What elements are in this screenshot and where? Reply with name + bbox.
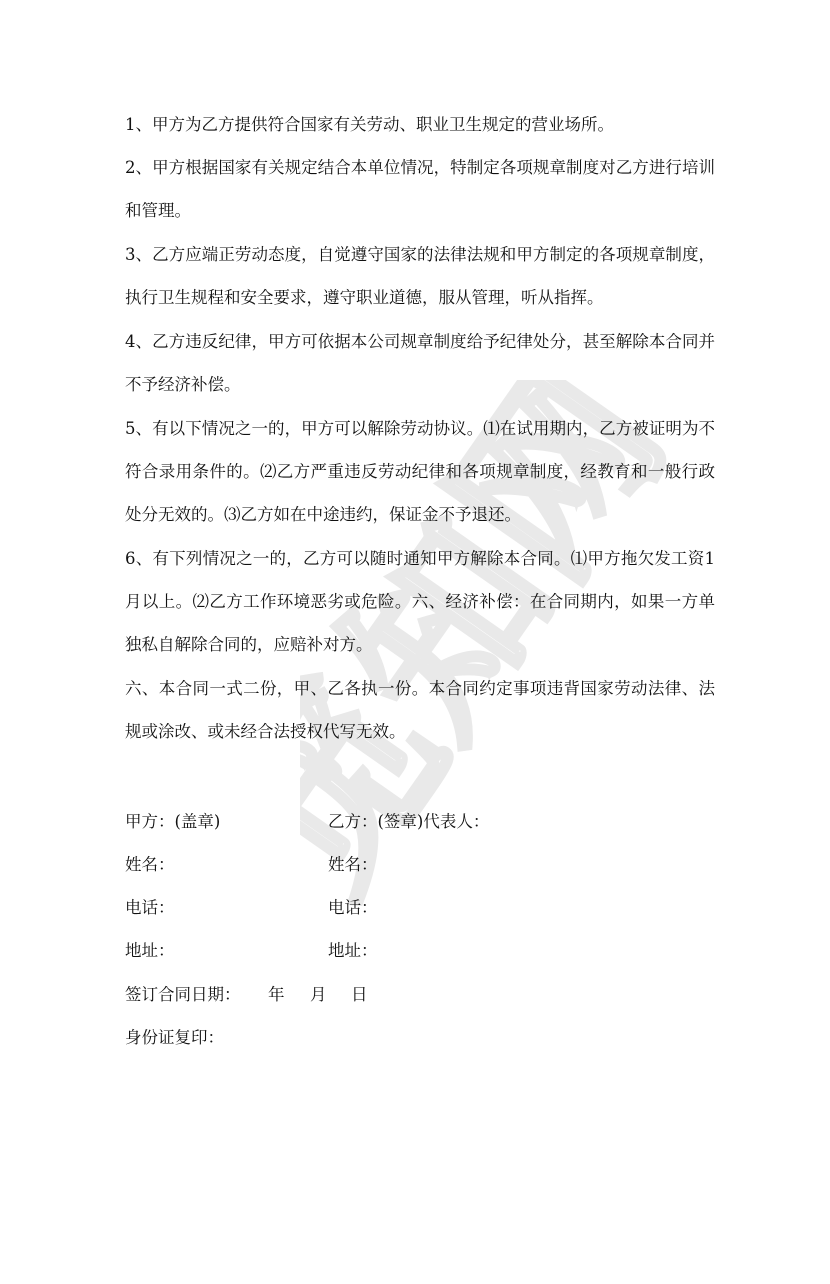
watermark-text: 觅知网 [300,380,704,926]
party-b-address-label: 地址： [328,941,378,960]
party-b-name-label: 姓名： [328,855,378,874]
party-a-phone-label: 电话： [125,898,175,917]
party-a-seal: 甲方：(盖章) [125,812,221,831]
sign-date-day: 日 [351,985,368,1004]
clause-7: 六、本合同一式二份，甲、乙各执一份。本合同约定事项违背国家劳动法律、法规或涂改、或未经合法授权代写无效。 [125,679,715,741]
party-b-phone-label: 电话： [328,898,378,917]
id-copy-label: 身份证复印： [125,1028,224,1047]
clause-6: 6、有下列情况之一的，乙方可以随时通知甲方解除本合同。⑴甲方拖欠发工资1月以上。⑵乙方工作环境恶劣或危险。六、经济补偿：在合同期内，如果一方单独私自解除合同的，应赔补对方。 [125,549,715,654]
clause-2: 2、甲方根据国家有关规定结合本单位情况，特制定各项规章制度对乙方进行培训和管理。 [125,158,715,220]
sign-date-month: 月 [310,985,327,1004]
party-b-seal: 乙方：(签章)代表人： [328,812,490,831]
sign-date-year: 年 [268,985,285,1004]
party-a-name-label: 姓名： [125,855,175,874]
clause-4: 4、乙方违反纪律，甲方可依据本公司规章制度给予纪律处分，甚至解除本合同并不予经济补偿。 [125,332,715,394]
clause-5: 5、有以下情况之一的，甲方可以解除劳动协议。⑴在试用期内，乙方被证明为不符合录用条件的。⑵乙方严重违反劳动纪律和各项规章制度，经教育和一般行政处分无效的。⑶乙方如在中途违约，保证金不予退还。 [125,419,715,524]
party-a-address-label: 地址： [125,941,175,960]
clause-1: 1、甲方为乙方提供符合国家有关劳动、职业卫生规定的营业场所。 [125,115,614,134]
sign-date-label: 签订合同日期： [125,985,241,1004]
clause-3: 3、乙方应端正劳动态度，自觉遵守国家的法律法规和甲方制定的各项规章制度，执行卫生规程和安全要求，遵守职业道德，服从管理，听从指挥。 [125,245,715,307]
